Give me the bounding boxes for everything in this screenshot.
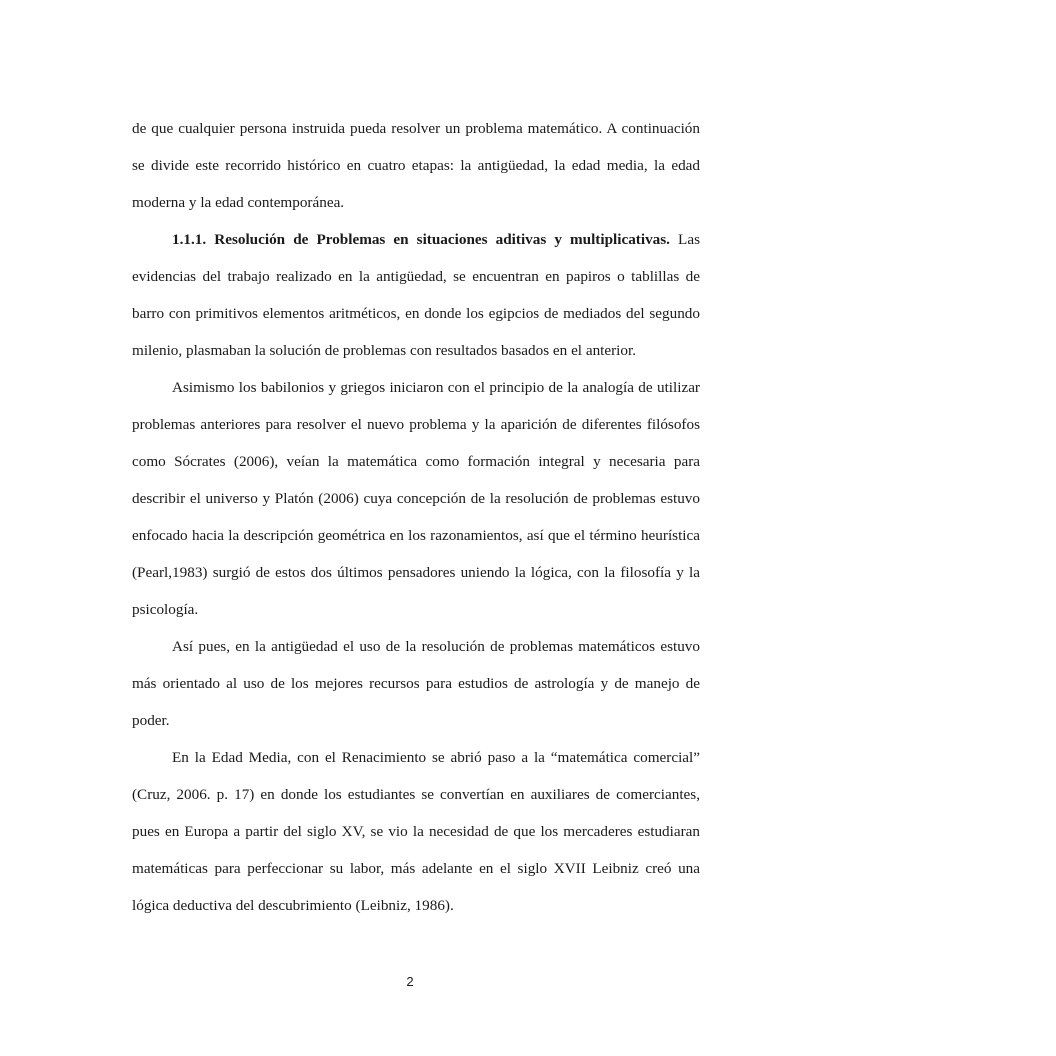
body-text (132, 110, 700, 924)
paragraph-middle-ages (132, 739, 700, 924)
page-number: 2 (406, 974, 414, 989)
section-heading: 1.1.1. Resolución de Problemas en situaciones aditivas y multiplicativas. (172, 231, 670, 248)
paragraph-text: En la Edad Media, con el Renacimiento se abrió paso a la “matemática comercial” (Cruz, 2006. p. 17) en donde los estudiantes se convertían en auxiliares de comerciantes, pues en Europa a partir del siglo XV, se vio la necesidad de que los mercaderes estudiaran matemáticas para perfeccionar su labor, más adelante en el siglo XVII Leibniz creó una lógica deductiva del descubrimiento (Leibniz, 1986). (132, 749, 700, 914)
paragraph-babylonians-greeks (132, 369, 700, 628)
paragraph-intro-continuation (132, 110, 700, 221)
paragraph-section-1-1-1 (132, 221, 700, 369)
paragraph-text: Asimismo los babilonios y griegos iniciaron con el principio de la analogía de utilizar problemas anteriores para resolver el nuevo problema y la aparición de diferentes filósofos como Sócrates (2006), veían la matemática como formación integral y necesaria para describir el universo y Platón (2006) cuya concepción de la resolución de problemas estuvo enfocado hacia la descripción geométrica en los razonamientos, así que el término heurística (Pearl,1983) surgió de estos dos últimos pensadores uniendo la lógica, con la filosofía y la psicología. (132, 379, 700, 618)
paragraph-text: Así pues, en la antigüedad el uso de la resolución de problemas matemáticos estuvo más orientado al uso de los mejores recursos para estudios de astrología y de manejo de poder. (132, 638, 700, 729)
paragraph-antiquity-summary (132, 628, 700, 739)
paragraph-text: de que cualquier persona instruida pueda resolver un problema matemático. A continuación se divide este recorrido histórico en cuatro etapas: la antigüedad, la edad media, la edad moderna y la edad contemporánea. (132, 120, 700, 211)
paragraph-text: Las evidencias del trabajo realizado en la antigüedad, se encuentran en papiros o tablillas de barro con primitivos elementos aritméticos, en donde los egipcios de mediados del segundo milenio, plasmaban la solución de problemas con resultados basados en el anterior. (132, 231, 700, 359)
